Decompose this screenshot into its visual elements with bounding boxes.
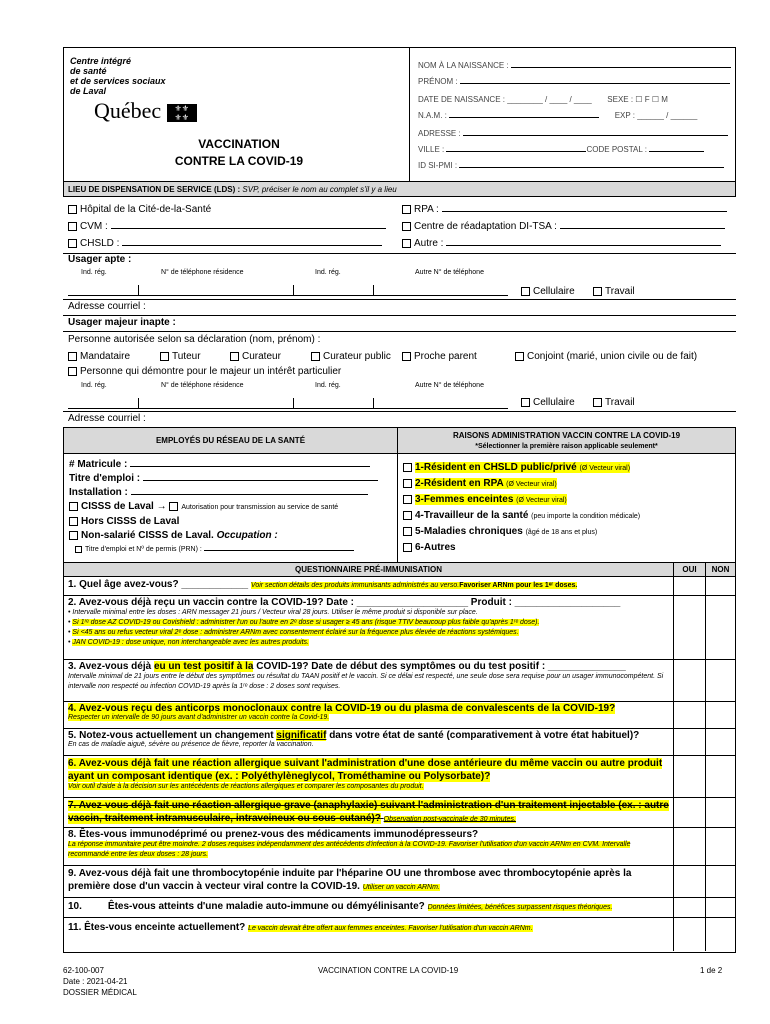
titre-permis[interactable]: Titre d'emploi et Nº de permis (PRN) : [69, 543, 394, 557]
header-divider [409, 48, 410, 181]
ville-field[interactable]: VILLE : CODE POSTAL : [418, 140, 733, 159]
question-2: 2. Avez-vous déjà reçu un vaccin contre la COVID-19? Date : ____________________ Produit : ___________________ • Intervalle minimal entre les doses : ARN messager 21 jours / Vecteur viral 28 jours. Utiliser le même produit si disponible sur place. • Si 1ʳᵉ dose AZ COVID-19 ou Covishield : administrer l'un ou l'autre en 2ᵉ dose si usager ≥ 45 ans (risque TTIV beaucoup plus faible qu'après 1ʳᵉ dose). • Si <45 ans ou refus vecteur viral 2ᵉ dose : administrer ARNm avec consentement éclairé sur la fréquence plus élevée de réactions systémiques. • JAN COVID-19 : dose unique, non interchangeable avec les autres produits. [68, 597, 621, 646]
raison-6[interactable]: 6-Autres [403, 540, 733, 555]
question-8: 8. Êtes-vous immunodéprimé ou prenez-vous des médicaments immunodépresseurs? La réponse immunitaire peut être moindre. 2 doses requises indépendamment des antécédents d'infection à la COVID-19. Favoriser l'utilisation d'un vaccin ARNm en CVM. Intervalle recommandé entre les deux doses : 28 jours. [68, 829, 631, 858]
role-curateur-public[interactable]: Curateur public [311, 351, 391, 362]
checkbox-icon[interactable] [68, 205, 77, 214]
checkbox-icon[interactable] [68, 352, 77, 361]
employes-fields [69, 458, 394, 557]
question-4: 4. Avez-vous reçu des anticorps monoclonaux contre la COVID-19 ou du plasma de convalescents de la COVID-19? Respecter un intervalle de 90 jours avant d'administrer un vaccin contre la Covid-19. [68, 703, 616, 721]
employes-raisons-block [63, 427, 736, 563]
lds-header: LIEU DE DISPENSATION DE SERVICE (LDS) : SVP, préciser le nom au complet s'il y a lieu [63, 182, 736, 197]
role-mandataire[interactable]: Mandataire [68, 351, 130, 362]
checkbox-icon[interactable] [593, 287, 602, 296]
nom-field[interactable]: NOM À LA NAISSANCE : [418, 56, 733, 75]
inapte-courriel[interactable]: Adresse courriel : [68, 413, 146, 424]
raison-5[interactable]: 5-Maladies chroniques (âgé de 18 ans et plus) [403, 524, 733, 540]
lds-autre[interactable]: Autre : [402, 235, 721, 252]
checkbox-icon[interactable] [402, 352, 411, 361]
usager-travail[interactable]: Travail [593, 286, 635, 297]
inapte-travail[interactable]: Travail [593, 397, 635, 408]
usager-inapte-title: Usager majeur inapte : [68, 317, 176, 328]
checkbox-icon[interactable] [403, 511, 412, 520]
matricule-field[interactable]: # Matricule : [69, 458, 394, 472]
employes-header: EMPLOYÉS DU RÉSEAU DE LA SANTÉ [64, 428, 397, 454]
checkbox-icon[interactable] [593, 398, 602, 407]
nam-field[interactable]: N.A.M. : EXP : ______ / ______ [418, 111, 698, 120]
checkbox-icon[interactable] [403, 543, 412, 552]
lds-chsld[interactable]: CHSLD : [68, 235, 382, 252]
non-header: NON [705, 563, 735, 577]
lds-readapt[interactable]: Centre de réadaptation DI-TSA : [402, 218, 725, 235]
usager-apte-title: Usager apte : [68, 254, 132, 265]
raison-1[interactable]: 1-Résident en CHSLD public/privé (Ø Vecteur viral) [403, 460, 733, 476]
usager-phone-block: Ind. rég. N° de téléphone résidence Ind. rég. Autre N° de téléphone Cellulaire Travail [63, 267, 736, 299]
usager-courriel[interactable]: Adresse courriel : [68, 301, 146, 312]
lds-cvm[interactable]: CVM : [68, 218, 386, 235]
titre-field[interactable]: Titre d'emploi : [69, 472, 394, 486]
non-salarie[interactable]: Non-salarié CISSS de Laval. Occupation : [69, 529, 394, 543]
checkbox-icon[interactable] [169, 502, 178, 511]
id-field[interactable]: ID SI-PMI : [418, 156, 733, 175]
lds-rpa[interactable]: RPA : [402, 201, 727, 218]
checkbox-icon[interactable] [403, 527, 412, 536]
checkbox-icon[interactable] [69, 531, 78, 540]
questionnaire [63, 563, 736, 953]
checkbox-icon[interactable] [515, 352, 524, 361]
questionnaire-header: QUESTIONNAIRE PRÉ-IMMUNISATION [64, 563, 673, 577]
question-5: 5. Notez-vous actuellement un changement significatif dans votre état de santé (comparativement à votre état habituel)? En cas de maladie aiguë, sévère ou présence de fièvre, reporter la vaccination. [68, 730, 640, 748]
question-9: 9. Avez-vous déjà fait une thrombocytopénie induite par l'héparine OU une thrombose avec thrombocytopénie après la première dose d'un vaccin à vecteur viral contre la COVID-19. Utiliser un vaccin ARNm. [68, 868, 632, 892]
checkbox-icon[interactable] [160, 352, 169, 361]
fleur-de-lys-icon: ⚜⚜ ⚜⚜ [167, 104, 197, 122]
question-10: 10. Êtes-vous atteints d'une maladie auto-immune ou démyélinisante? Données limitées, bénéfices surpassent risques théoriques. [68, 901, 613, 912]
hors-cisss[interactable]: Hors CISSS de Laval [69, 515, 394, 529]
checkbox-icon[interactable] [230, 352, 239, 361]
installation-field[interactable]: Installation : [69, 486, 394, 500]
lds-hopital[interactable]: Hôpital de la Cité-de-la-Santé [68, 201, 211, 218]
checkbox-icon[interactable] [75, 546, 82, 553]
role-personne-interet[interactable]: Personne qui démontre pour le majeur un intérêt particulier [68, 366, 341, 377]
checkbox-icon[interactable] [521, 287, 530, 296]
checkbox-icon[interactable] [69, 517, 78, 526]
checkbox-icon[interactable] [68, 222, 77, 231]
role-tuteur[interactable]: Tuteur [160, 351, 201, 362]
role-curateur[interactable]: Curateur [230, 351, 281, 362]
checkbox-icon[interactable] [402, 239, 411, 248]
checkbox-icon[interactable] [403, 463, 412, 472]
inapte-cellulaire[interactable]: Cellulaire [521, 397, 575, 408]
raison-4[interactable]: 4-Travailleur de la santé (peu importe la condition médicale) [403, 508, 733, 524]
oui-header: OUI [673, 563, 705, 577]
inapte-phone-block: Ind. rég. N° de téléphone résidence Ind. rég. Autre N° de téléphone Cellulaire Travail [63, 380, 736, 412]
checkbox-icon[interactable] [68, 239, 77, 248]
divider [63, 253, 736, 254]
org-name: Centre intégré de santé et de services sociaux de Laval [70, 56, 166, 96]
checkbox-icon[interactable] [402, 222, 411, 231]
question-11: 11. Êtes-vous enceinte actuellement? Le vaccin devrait être offert aux femmes enceintes. Favoriser l'utilisation d'un vaccin ARNm. [68, 922, 533, 933]
cisss-laval[interactable]: CISSS de Laval → Autorisation pour transmission au service de santé [69, 500, 394, 515]
role-proche[interactable]: Proche parent [402, 351, 477, 362]
role-conjoint[interactable]: Conjoint (marié, union civile ou de fait) [515, 351, 697, 362]
raison-2[interactable]: 2-Résident en RPA (Ø Vecteur viral) [403, 476, 733, 492]
checkbox-icon[interactable] [402, 205, 411, 214]
header-block [63, 47, 736, 182]
raisons-list [403, 460, 733, 555]
quebec-logo: Québec ⚜⚜ ⚜⚜ [94, 98, 197, 124]
question-6: 6. Avez-vous déjà fait une réaction allergique suivant l'administration d'une dose antérieure du même vaccin ou autre produit ayant un composant identique (ex. : Polyéthylèneglycol, Trométhamine ou Polysorbate)? Voir outil d'aide à la décision sur les antécédents de réactions allergiques et comparer les composantes du produit. [68, 758, 663, 790]
checkbox-icon[interactable] [68, 367, 77, 376]
checkbox-icon[interactable] [403, 495, 412, 504]
usager-cellulaire[interactable]: Cellulaire [521, 286, 575, 297]
question-7: 7. Avez-vous déjà fait une réaction allergique grave (anaphylaxie) suivant l'administration d'un traitement injectable (ex. : autre vaccin, traitement intramusculaire, intraveineux ou sous-cutané)? Observation post-vaccinale de 30 minutes. [68, 800, 669, 824]
checkbox-icon[interactable] [69, 502, 78, 511]
raison-3[interactable]: 3-Femmes enceintes (Ø Vecteur viral) [403, 492, 733, 508]
checkbox-icon[interactable] [403, 479, 412, 488]
ddn-field[interactable]: DATE DE NAISSANCE : ________ / ____ / ____ SEXE : ☐ F ☐ M [418, 95, 668, 104]
patient-fields [418, 56, 733, 175]
adresse-field[interactable]: ADRESSE : [418, 124, 733, 143]
checkbox-icon[interactable] [311, 352, 320, 361]
prenom-field[interactable]: PRÉNOM : [418, 72, 733, 91]
raisons-header: RAISONS ADMINISTRATION VACCIN CONTRE LA COVID-19 *Sélectionner la première raison applicable seulement* [397, 428, 735, 454]
checkbox-icon[interactable] [521, 398, 530, 407]
question-3: 3. Avez-vous déjà eu un test positif à la COVID-19? Date de début des symptômes ou du test positif : ______________ Intervalle minimal de 21 jours entre le début des symptômes ou résultat du TAAN positif et le vaccin. Si ce délai est respecté, une seule dose sera requise pour un usager immunocompétent. Si intervalle non respecté ou infection COVID-19 après la 1ʳᵉ dose : 2 doses sont requises. [68, 661, 664, 690]
form-title: VACCINATION CONTRE LA COVID-19 [174, 137, 304, 168]
question-1: 1. Quel âge avez-vous? ____________ Voir section détails des produits immunisants administrés au verso.Favoriser ARNm pour les 1ᵉʳ doses. [68, 579, 578, 590]
inapte-personne: Personne autorisée selon sa déclaration (nom, prénom) : [68, 334, 321, 345]
